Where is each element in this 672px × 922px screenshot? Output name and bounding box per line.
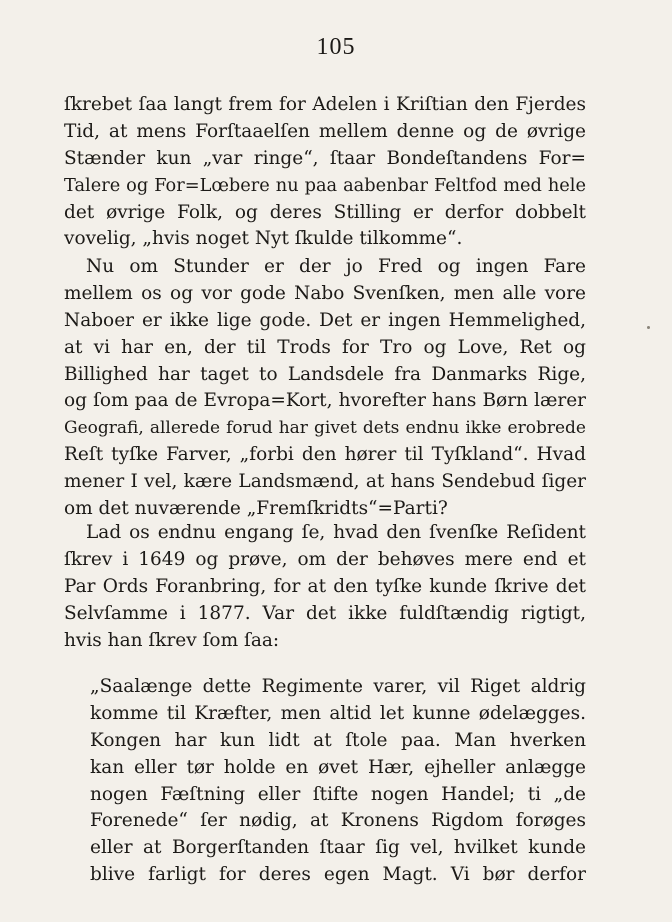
paragraph-2 <box>64 254 586 523</box>
text-line: Geografi, allerede forud har givet dets endnu ikke erobrede <box>64 418 586 439</box>
quote-line: nogen Fæſtning eller ſtifte nogen Handel; ti „de <box>90 783 586 805</box>
quote-line: komme til Kræfter, men altid let kunne ødelægges. <box>90 702 586 724</box>
text-line: og ſom paa de Evropa=Kort, hvorefter hans Børn lærer <box>64 390 586 412</box>
paragraph-1 <box>64 92 586 253</box>
quote-line: „Saalænge dette Regimente varer, vil Riget aldrig <box>90 676 586 697</box>
text-line: Tid, at mens Forſtaaelſen mellem denne og de øvrige <box>64 120 586 142</box>
quote-line: kan eller tør holde en øvet Hær, ejheller anlægge <box>90 756 586 778</box>
paper-speck <box>647 326 650 329</box>
text-line: Stænder kun „var ringe“, ſtaar Bondeſtandens For= <box>64 147 586 169</box>
quote-line: Forenede“ ſer nødig, at Kronens Rigdom forøges <box>90 810 586 832</box>
text-line: hvis han ſkrev ſom ſaa: <box>64 629 280 651</box>
text-line: Lad os endnu engang ſe, hvad den ſvenſke Reſident <box>86 522 586 543</box>
text-line: Selvſamme i 1877. Var det ikke fuldſtændig rigtigt, <box>64 602 586 624</box>
text-line: Billighed har taget to Landsdele fra Danmarks Rige, <box>64 363 586 385</box>
text-line: ſkrebet ſaa langt frem for Adelen i Kriſtian den Fjerdes <box>64 94 586 115</box>
quote-line: blive farligt for deres egen Magt. Vi bør derfor <box>90 864 586 886</box>
text-line: at vi har en, der til Trods for Tro og Love, Ret og <box>64 336 586 358</box>
text-line: mener I vel, kære Landsmænd, at hans Sendebud ſiger <box>64 471 586 493</box>
text-line: ſkrev i 1649 og prøve, om der behøves mere end et <box>64 548 586 570</box>
text-line: om det nuværende „Fremſkridts“=Parti? <box>64 498 448 520</box>
text-line: Nu om Stunder er der jo Fred og ingen Fare <box>86 256 586 277</box>
page-number: 105 <box>316 34 356 60</box>
paragraph-3 <box>64 520 586 654</box>
text-line: vovelig, „hvis noget Nyt ſkulde tilkomme“. <box>64 228 463 250</box>
text-line: Talere og For=Lœbere nu paa aabenbar Feltfod med hele <box>64 175 586 196</box>
text-line: Reſt tyſke Farver, „forbi den hører til Tyſkland“. Hvad <box>64 444 586 466</box>
quote-line: eller at Borgerſtanden ſtaar ſig vel, hvilket kunde <box>90 837 586 859</box>
text-line: Par Ords Foranbring, for at den tyſke kunde ſkrive det <box>64 575 586 597</box>
text-line: Naboer er ikke lige gode. Det er ingen Hemmelighed, <box>64 309 586 331</box>
quote-line: Kongen har kun lidt at ſtole paa. Man hverken <box>90 729 586 751</box>
text-line: mellem os og vor gode Nabo Svenſken, men alle vore <box>64 282 586 304</box>
text-line: det øvrige Folk, og deres Stilling er derfor dobbelt <box>64 201 586 223</box>
block-quote <box>90 674 586 889</box>
